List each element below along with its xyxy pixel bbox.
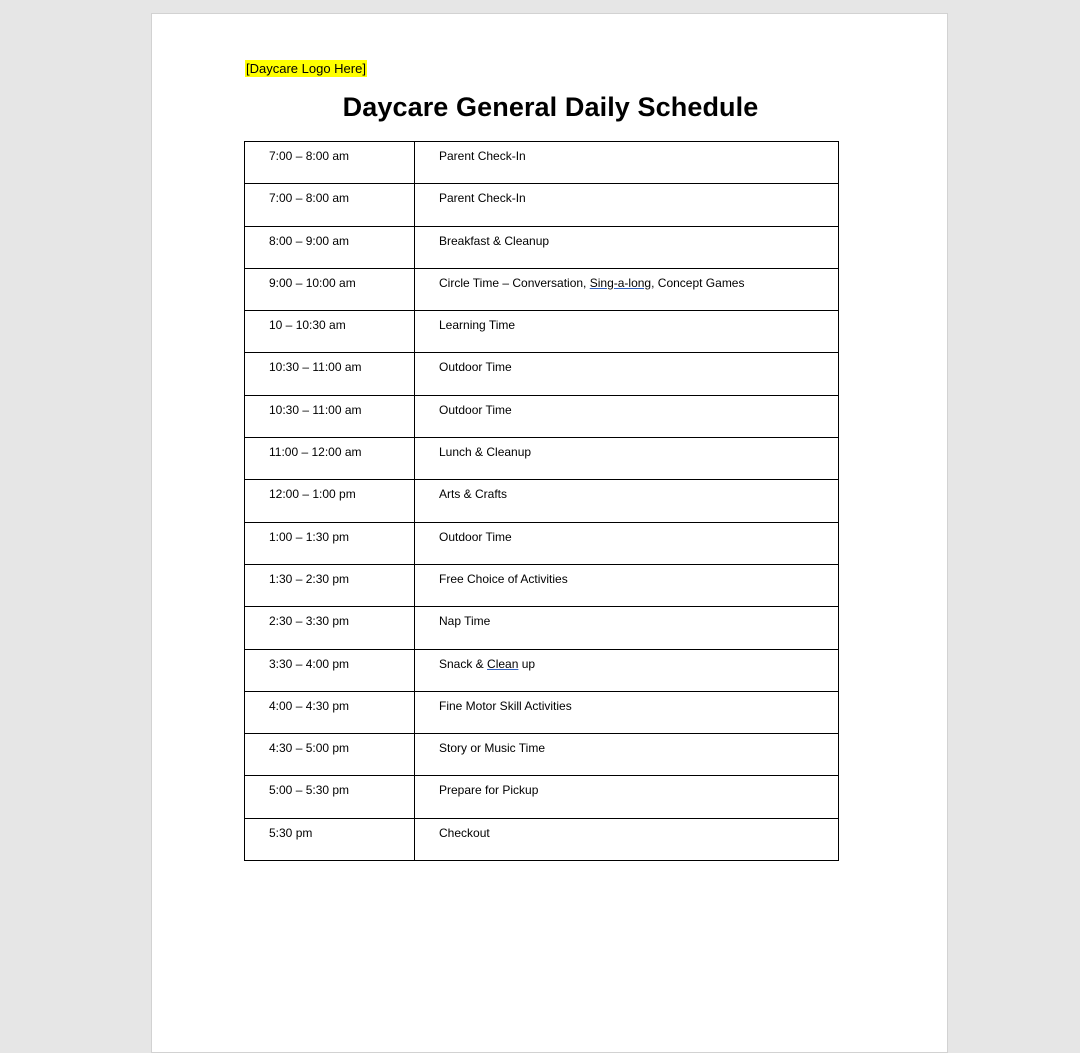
schedule-table — [244, 141, 839, 861]
time-cell: 11:00 – 12:00 am — [245, 438, 415, 480]
time-cell: 7:00 – 8:00 am — [245, 142, 415, 184]
activity-cell: Story or Music Time — [415, 734, 839, 776]
time-cell: 2:30 – 3:30 pm — [245, 607, 415, 649]
table-row — [245, 438, 839, 480]
activity-cell: Free Choice of Activities — [415, 564, 839, 606]
activity-text: up — [518, 656, 536, 671]
table-row — [245, 564, 839, 606]
activity-cell: Fine Motor Skill Activities — [415, 691, 839, 733]
time-cell: 1:30 – 2:30 pm — [245, 564, 415, 606]
time-cell: 3:30 – 4:00 pm — [245, 649, 415, 691]
document-page — [151, 13, 948, 1053]
time-cell: 10:30 – 11:00 am — [245, 395, 415, 437]
table-row — [245, 353, 839, 395]
activity-cell: Nap Time — [415, 607, 839, 649]
time-cell: 1:00 – 1:30 pm — [245, 522, 415, 564]
table-row — [245, 734, 839, 776]
table-row — [245, 142, 839, 184]
activity-cell: Prepare for Pickup — [415, 776, 839, 818]
time-cell: 12:00 – 1:00 pm — [245, 480, 415, 522]
time-cell: 7:00 – 8:00 am — [245, 184, 415, 226]
activity-cell: Checkout — [415, 818, 839, 860]
table-row — [245, 607, 839, 649]
activity-cell: Learning Time — [415, 311, 839, 353]
table-row — [245, 311, 839, 353]
activity-cell: Outdoor Time — [415, 353, 839, 395]
activity-cell: Outdoor Time — [415, 395, 839, 437]
time-cell: 8:00 – 9:00 am — [245, 226, 415, 268]
activity-text: Snack & — [439, 656, 488, 671]
table-row — [245, 184, 839, 226]
time-cell: 5:00 – 5:30 pm — [245, 776, 415, 818]
activity-cell: Outdoor Time — [415, 522, 839, 564]
activity-cell — [415, 268, 839, 310]
table-row — [245, 818, 839, 860]
time-cell: 5:30 pm — [245, 818, 415, 860]
activity-cell: Parent Check-In — [415, 184, 839, 226]
table-row — [245, 776, 839, 818]
time-cell: 10 – 10:30 am — [245, 311, 415, 353]
table-row — [245, 522, 839, 564]
activity-cell: Arts & Crafts — [415, 480, 839, 522]
activity-cell: Parent Check-In — [415, 142, 839, 184]
time-cell: 10:30 – 11:00 am — [245, 353, 415, 395]
time-cell: 4:30 – 5:00 pm — [245, 734, 415, 776]
page-title: Daycare General Daily Schedule — [342, 92, 759, 122]
activity-text: Circle Time – Conversation, — [439, 275, 590, 290]
logo-placeholder: [Daycare Logo Here] — [246, 61, 366, 76]
table-row — [245, 268, 839, 310]
time-cell: 9:00 – 10:00 am — [245, 268, 415, 310]
time-cell: 4:00 – 4:30 pm — [245, 691, 415, 733]
table-row — [245, 691, 839, 733]
activity-text: , Concept Games — [651, 275, 745, 290]
spellcheck-flagged-word[interactable]: Sing-a-long — [589, 275, 652, 290]
table-row — [245, 649, 839, 691]
activity-cell: Lunch & Cleanup — [415, 438, 839, 480]
table-row — [245, 395, 839, 437]
spellcheck-flagged-word[interactable]: Clean — [487, 656, 519, 671]
table-row — [245, 480, 839, 522]
activity-cell — [415, 649, 839, 691]
activity-cell: Breakfast & Cleanup — [415, 226, 839, 268]
table-row — [245, 226, 839, 268]
